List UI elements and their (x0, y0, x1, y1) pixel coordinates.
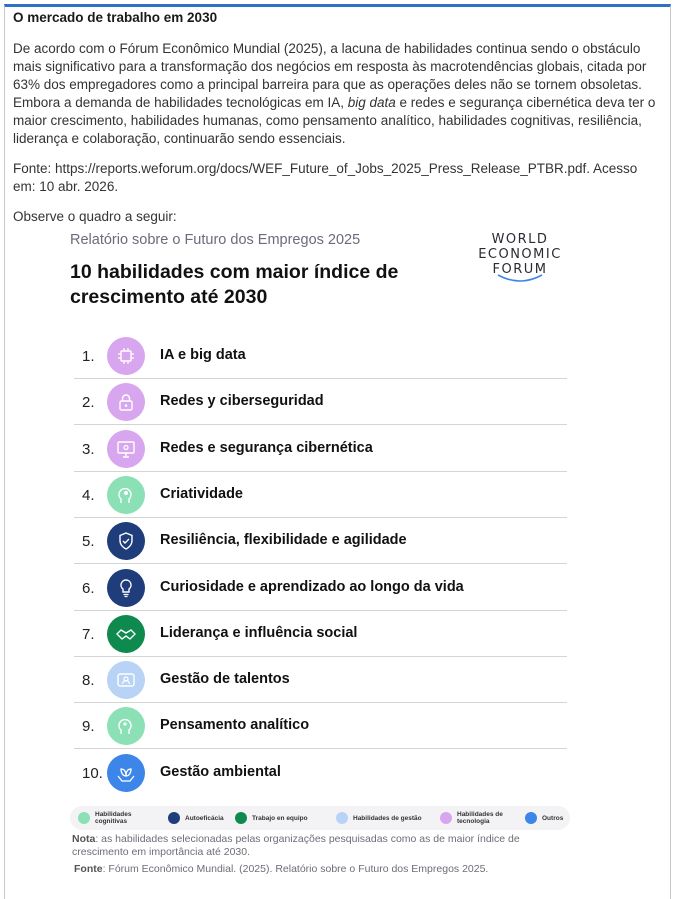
skills-figure (62, 226, 576, 886)
skill-row (74, 472, 567, 518)
skill-label: Redes e segurança cibernética (160, 439, 373, 456)
legend-label: Outros (542, 814, 564, 822)
legend-label: Habilidades de tecnologia (457, 811, 503, 825)
figure-source (74, 863, 569, 875)
legend-label: Trabajo en equipo (252, 814, 308, 822)
legend-item-cognitive (78, 806, 143, 830)
handshake-icon (107, 615, 145, 653)
legend-label: Habilidades cognitivas (95, 811, 132, 825)
skill-rank: 7. (82, 625, 95, 643)
figure-note (72, 833, 567, 859)
skill-label: Liderança e influência social (160, 624, 358, 641)
legend-label: Autoeficácia (185, 814, 224, 822)
figure-source-text: : Fórum Econômico Mundial. (2025). Relatório sobre o Futuro dos Empregos 2025. (102, 863, 489, 875)
figure-headline: 10 habilidades com maior índice de crescimento até 2030 (70, 261, 399, 308)
wef-logo-line-3: FORUM (492, 262, 548, 277)
skill-rank: 5. (82, 533, 95, 551)
note-label: Nota (72, 833, 96, 845)
legend-item-technology (440, 806, 509, 830)
skill-row (74, 333, 567, 379)
legend-item-management (336, 806, 422, 830)
skill-rank: 10. (82, 764, 103, 782)
monitor-icon (107, 430, 145, 468)
report-name: Relatório sobre o Futuro dos Empregos 2025 (70, 232, 361, 248)
lock-icon (107, 383, 145, 421)
question-title: O mercado de trabalho em 2030 (13, 10, 218, 25)
wef-logo (460, 232, 580, 285)
skill-label: Gestão de talentos (160, 671, 290, 688)
skill-row (74, 565, 567, 611)
source-reference: Fonte: https://reports.weforum.org/docs/WEF_Future_of_Jobs_2025_Press_Release_PTBR.pdf. Acesso em: 10 abr. 2026. (13, 161, 638, 194)
legend-item-self-efficacy (168, 806, 224, 830)
skill-rank: 3. (82, 440, 95, 458)
intro-text-part-1: De acordo com o Fórum Econômico Mundial (2025), a lacuna de habilidades continua sendo o obstáculo mais significativo para a transformação dos negócios em resposta às macrotendências globais, citada por 63% dos empregadores como a principal barreira para que as operações deles não se tornem obsoletas. Embora a demanda de habilidades tecnológicas em IA, (13, 41, 647, 110)
skill-row (74, 750, 567, 796)
skill-row (74, 518, 567, 564)
skill-row (74, 703, 567, 749)
legend-dot (78, 812, 90, 824)
legend-dot (168, 812, 180, 824)
legend-dot (525, 812, 537, 824)
skill-rank: 9. (82, 718, 95, 736)
lightbulb-icon (107, 569, 145, 607)
legend-item-others (525, 806, 563, 830)
legend-dot (235, 812, 247, 824)
skill-rank: 1. (82, 348, 95, 365)
skill-row (74, 379, 567, 425)
intro-text-part-2: e redes e segurança cibernética deva ter o maior crescimento, habilidades humanas, como pensamento analítico, habilidades cognitivas, resiliência, liderança e colaboração, continuarão sendo essenciais. (13, 95, 656, 146)
skill-rank: 4. (82, 486, 95, 504)
skill-rank: 6. (82, 579, 95, 597)
skill-label: Curiosidade e aprendizado ao longo da vida (160, 578, 464, 595)
intro-paragraph (13, 40, 663, 148)
ai-chip-icon (107, 337, 145, 375)
skill-row (74, 426, 567, 472)
skill-label: Pensamento analítico (160, 717, 310, 734)
skill-label: Gestão ambiental (160, 763, 281, 780)
skill-row (74, 657, 567, 703)
shield-icon (107, 522, 145, 560)
note-text: : as habilidades selecionadas pelas organizações pesquisadas como as de maior índice de crescimento em importância até 2030. (72, 833, 520, 858)
skill-label: Resiliência, flexibilidade e agilidade (160, 532, 407, 549)
brain-head-icon (107, 707, 145, 745)
skill-row (74, 611, 567, 657)
creative-head-icon (107, 476, 145, 514)
skill-rank: 8. (82, 672, 95, 690)
skill-label: IA e big data (160, 347, 246, 363)
figure-source-label: Fonte (74, 863, 103, 875)
legend (70, 806, 570, 830)
legend-dot (440, 812, 452, 824)
eco-hands-icon (107, 754, 145, 792)
observe-instruction: Observe o quadro a seguir: (13, 209, 177, 224)
legend-label: Habilidades de gestão (353, 814, 422, 822)
intro-text-emphasis: big data (347, 95, 396, 110)
legend-dot (336, 812, 348, 824)
wef-logo-line-2: ECONOMIC (478, 247, 562, 262)
skill-rank: 2. (82, 394, 95, 412)
skill-label: Redes y ciberseguridad (160, 393, 324, 410)
legend-item-teamwork (235, 806, 308, 830)
talent-icon (107, 661, 145, 699)
wef-logo-line-1: WORLD (491, 232, 549, 247)
skill-label: Criatividade (160, 485, 243, 502)
